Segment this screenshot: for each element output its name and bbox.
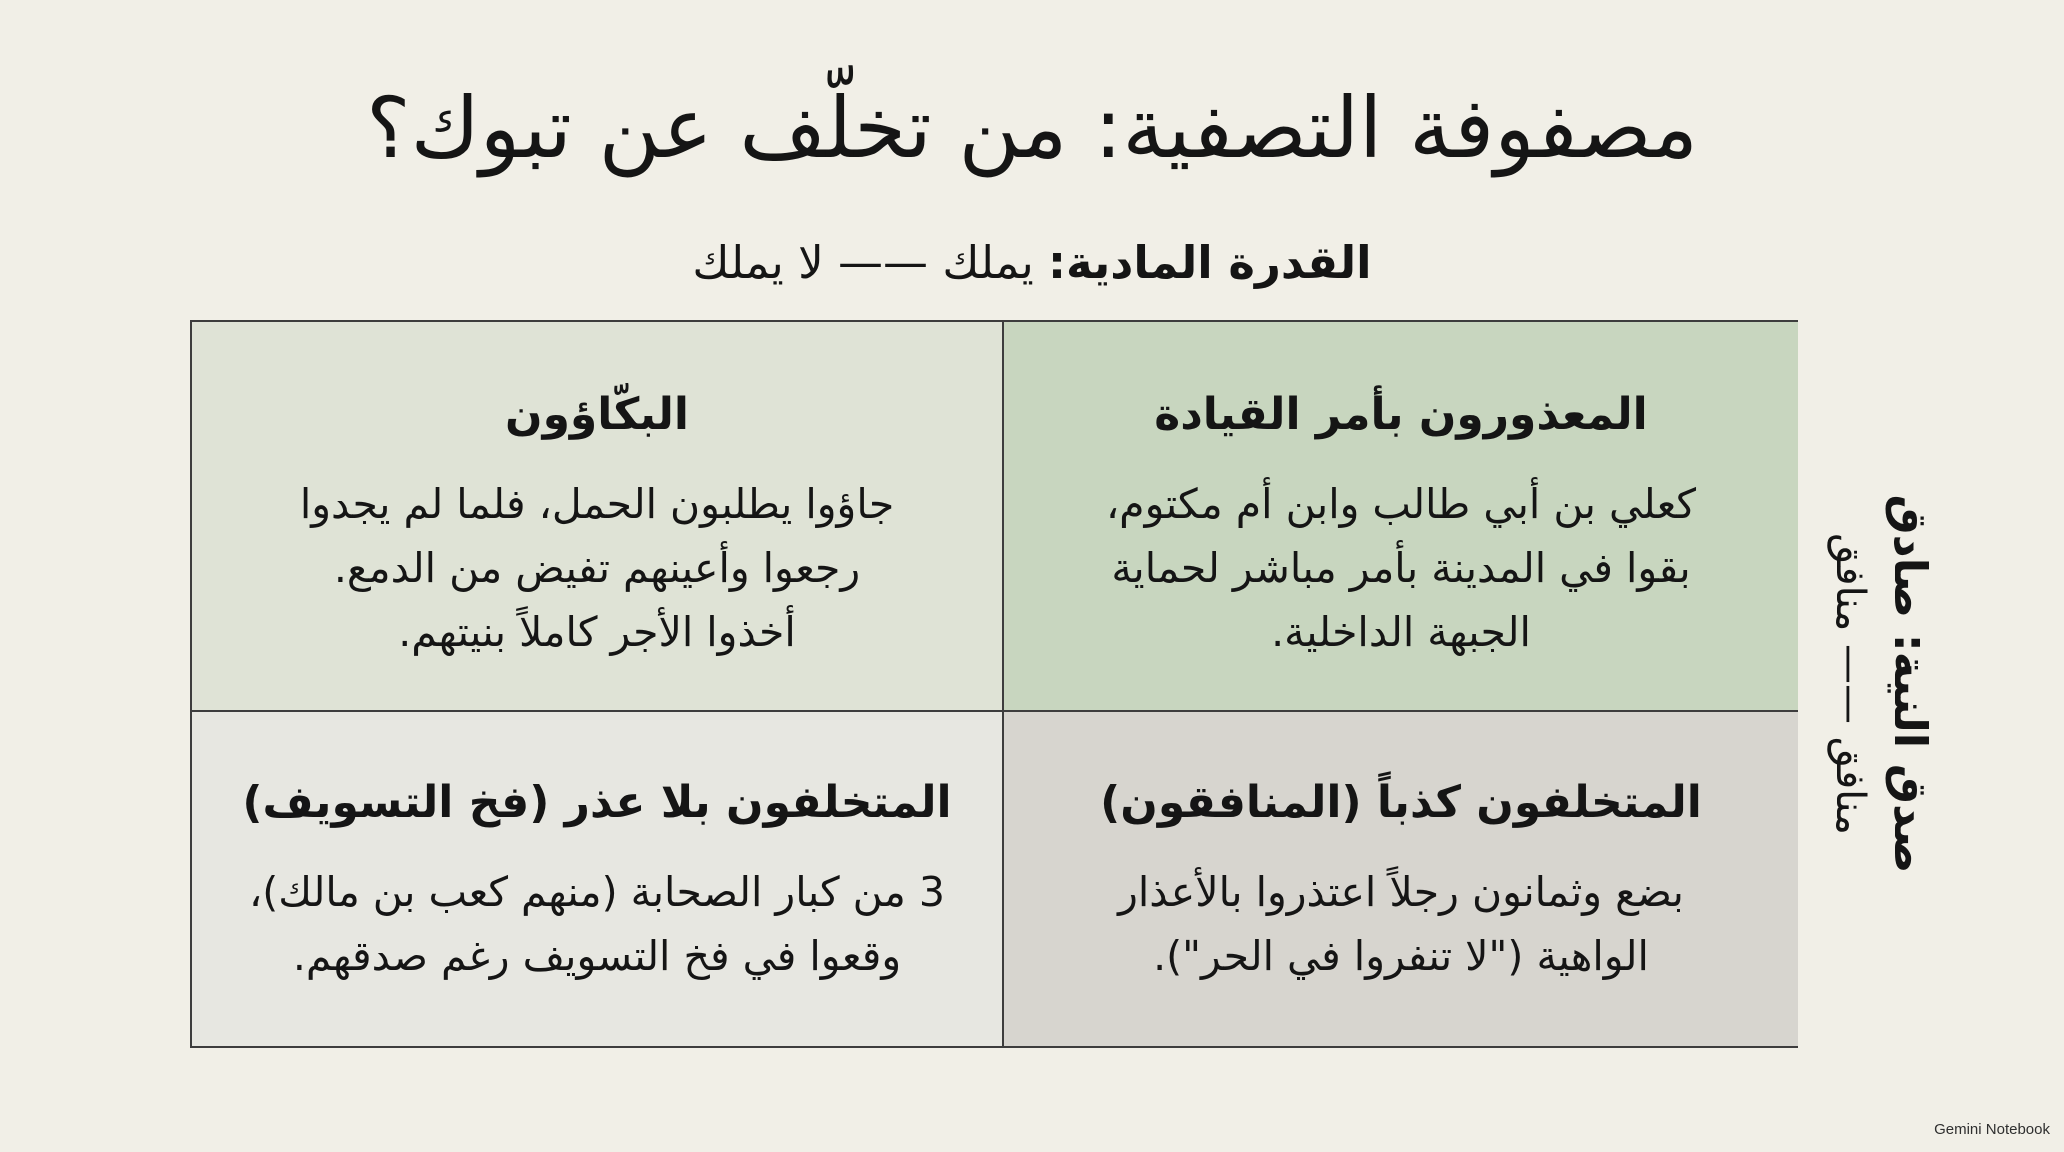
x-axis-title: القدرة المادية: (1048, 236, 1372, 289)
quadrant-text-line: جاؤوا يطلبون الحمل، فلما لم يجدوا (299, 480, 895, 528)
quadrant-top-right (1004, 322, 1798, 712)
quadrant-text-line: الجبهة الداخلية. (1271, 608, 1531, 656)
quadrant-bottom-right (1004, 712, 1798, 1046)
x-axis-label (0, 228, 2064, 298)
y-axis-label (1812, 320, 1952, 1048)
quadrant-title: المتخلفون كذباً (المنافقون) (1100, 777, 1702, 828)
quadrant-text-line: بقوا في المدينة بأمر مباشر لحماية (1111, 544, 1691, 592)
quadrant-text-line: رجعوا وأعينهم تفيض من الدمع. (333, 544, 861, 592)
y-axis-values: منافق —— منافق (1827, 533, 1873, 835)
watermark-logo: Gemini Notebook (1934, 1121, 2050, 1138)
page-title: مصفوفة التصفية: من تخلّف عن تبوك؟ (365, 79, 1699, 177)
matrix-grid (190, 320, 1798, 1048)
quadrant-text-line: وقعوا في فخ التسويف رغم صدقهم. (292, 932, 902, 980)
quadrant-title: البكّاؤون (505, 389, 689, 440)
quadrant-text-line: أخذوا الأجر كاملاً بنيتهم. (398, 608, 796, 656)
quadrant-text-line: الواهية ("لا تنفروا في الحر"). (1153, 932, 1649, 980)
quadrant-text-line: كعلي بن أبي طالب وابن أم مكتوم، (1105, 480, 1697, 528)
x-axis-values: يملك —— لا يملك (692, 236, 1034, 289)
quadrant-text-line: بضع وثمانون رجلاً اعتذروا بالأعذار (1118, 868, 1684, 916)
y-axis-title: صدق النية: صادق (1884, 494, 1937, 874)
quadrant-bottom-left (192, 712, 1004, 1046)
quadrant-top-left (192, 322, 1004, 712)
quadrant-title: المعذورون بأمر القيادة (1154, 389, 1648, 440)
quadrant-title: المتخلفون بلا عذر (فخ التسويف) (242, 777, 952, 828)
quadrant-text-line: 3 من كبار الصحابة (منهم كعب بن مالك)، (249, 868, 945, 916)
